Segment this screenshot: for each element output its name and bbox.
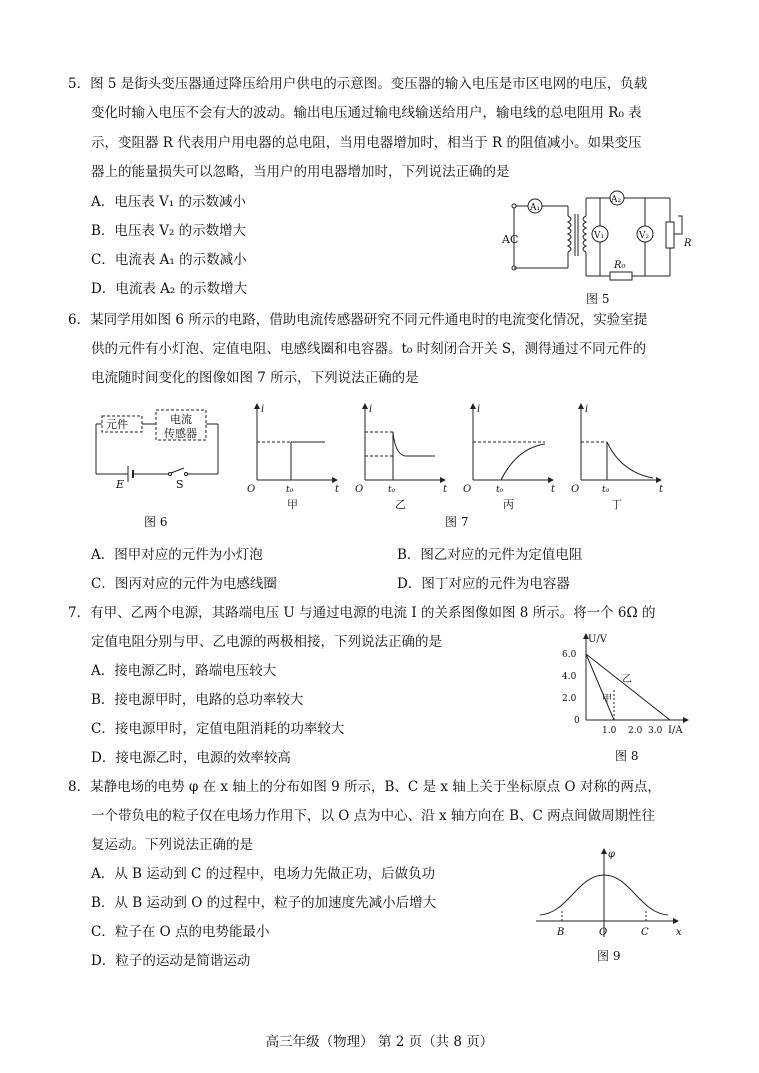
q6-option-d: D．图丁对应的元件为电容器 bbox=[397, 576, 570, 592]
figure-8-graph bbox=[556, 630, 696, 745]
figure-6-circuit bbox=[88, 402, 228, 492]
q5-line-1: 5．图 5 是街头变压器通过降压给用户供电的示意图。变压器的输入电压是市区电网的电压，负载 bbox=[68, 76, 648, 92]
graph-jia-o: O bbox=[247, 484, 256, 495]
graph-ding-t0: t₀ bbox=[602, 485, 610, 495]
q8-line-3: 复运动。下列说法正确的是 bbox=[91, 837, 253, 853]
fig5-r-label: R bbox=[684, 238, 692, 249]
fig8-xtick-3: 3.0 bbox=[648, 726, 663, 736]
graph-jia bbox=[247, 404, 340, 511]
q8-option-b: B．从 B 运动到 O 的过程中，粒子的加速度先减小后增大 bbox=[91, 895, 437, 911]
q7-option-c: C．接电源甲时，定值电阻消耗的功率较大 bbox=[91, 721, 345, 737]
graph-ding-name: 丁 bbox=[611, 498, 622, 511]
fig5-a1-label: A₁ bbox=[530, 203, 541, 213]
graph-yi bbox=[355, 404, 448, 511]
q5-option-a: A．电压表 V₁ 的示数减小 bbox=[91, 194, 246, 210]
q8-option-a: A．从 B 运动到 C 的过程中，电场力先做正功，后做负功 bbox=[91, 866, 436, 882]
graph-ding-i: i bbox=[585, 404, 589, 415]
fig6-sensor-label-1: 电流 bbox=[170, 413, 192, 426]
fig8-ylabel: U/V bbox=[588, 634, 608, 645]
line-yi bbox=[586, 654, 670, 720]
q7-option-d: D．接电源乙时，电源的效率较高 bbox=[91, 750, 291, 766]
graph-jia-t0: t₀ bbox=[286, 485, 294, 495]
fig8-yi-label: 乙 bbox=[622, 674, 632, 685]
fig8-ytick-4: 4.0 bbox=[562, 672, 577, 682]
q5-line-4: 器上的能量损失可以忽略，当用户的用电器增加时，下列说法正确的是 bbox=[91, 164, 510, 180]
fig6-e-label: E bbox=[116, 478, 125, 491]
fig5-v1-label: V₁ bbox=[594, 231, 605, 241]
page-footer: 高三年级（物理） 第 2 页（共 8 页） bbox=[265, 1034, 494, 1050]
fig8-ytick-0: 0 bbox=[574, 716, 580, 726]
q6-option-b: B．图乙对应的元件为定值电阻 bbox=[397, 547, 583, 563]
q6-line-2: 供的元件有小灯泡、定值电阻、电感线圈和电容器。t₀ 时刻闭合开关 S，测得通过不同元件的 bbox=[91, 341, 647, 357]
figure-7-caption: 图 7 bbox=[445, 515, 469, 529]
q7-line-1: 7．有甲、乙两个电源，其路端电压 U 与通过电源的电流 I 的关系图像如图 8 所示。将一个 6Ω 的 bbox=[68, 605, 656, 621]
graph-yi-o: O bbox=[355, 484, 364, 495]
fig6-s-label: S bbox=[176, 478, 184, 491]
fig8-ytick-2: 2.0 bbox=[562, 694, 577, 704]
q5-line-2: 变化时输入电压不会有大的波动。输出电压通过输电线输送给用户，输电线的总电阻用 R₀ 表 bbox=[91, 105, 642, 121]
q8-option-d: D．粒子的运动是简谐运动 bbox=[91, 953, 251, 969]
graph-bing bbox=[463, 404, 556, 511]
q5-option-b: B．电压表 V₂ 的示数增大 bbox=[91, 223, 247, 239]
graph-yi-i: i bbox=[369, 404, 373, 415]
figure-8-caption: 图 8 bbox=[615, 749, 639, 763]
graph-yi-t: t bbox=[443, 484, 448, 495]
fig5-ac-label: AC bbox=[502, 233, 519, 246]
fig8-xtick-1: 1.0 bbox=[602, 726, 617, 736]
q6-line-1: 6．某同学用如图 6 所示的电路，借助电流传感器研究不同元件通电时的电流变化情况，实验室提 bbox=[68, 312, 648, 328]
figure-7-graphs bbox=[245, 398, 675, 523]
fig8-jia-label: 甲 bbox=[602, 694, 612, 705]
graph-bing-t0: t₀ bbox=[496, 485, 504, 495]
graph-jia-i: i bbox=[261, 404, 265, 415]
graph-ding-o: O bbox=[571, 484, 580, 495]
graph-jia-t: t bbox=[335, 484, 340, 495]
graph-ding-t: t bbox=[659, 484, 664, 495]
graph-jia-name: 甲 bbox=[287, 498, 298, 511]
q7-option-a: A．接电源乙时，路端电压较大 bbox=[91, 663, 277, 679]
q5-option-c: C．电流表 A₁ 的示数减小 bbox=[91, 252, 247, 268]
fig5-a2-label: A₂ bbox=[611, 195, 622, 205]
graph-yi-name: 乙 bbox=[395, 498, 406, 511]
q6-option-a: A．图甲对应的元件为小灯泡 bbox=[91, 547, 263, 563]
q8-line-1: 8．某静电场的电势 φ 在 x 轴上的分布如图 9 所示，B、C 是 x 轴上关于坐标原点 O 对称的两点， bbox=[68, 779, 661, 795]
figure-5-caption: 图 5 bbox=[586, 292, 610, 306]
graph-bing-o: O bbox=[463, 484, 472, 495]
q8-line-2: 一个带负电的粒子仅在电场力作用下，以 O 点为中心、沿 x 轴方向在 B、C 两点间做周期性往 bbox=[91, 808, 656, 824]
fig8-xtick-2: 2.0 bbox=[628, 726, 643, 736]
graph-bing-name: 丙 bbox=[503, 498, 514, 511]
q5-line-3: 示，变阻器 R 代表用户用电器的总电阻，当用电器增加时，相当于 R 的阻值减小。如果变压 bbox=[91, 135, 642, 151]
figure-9-caption: 图 9 bbox=[597, 949, 621, 963]
graph-yi-t0: t₀ bbox=[388, 485, 396, 495]
fig9-o-label: O bbox=[599, 927, 608, 938]
fig9-x-label: x bbox=[676, 927, 682, 938]
q8-option-c: C．粒子在 O 点的电势能最小 bbox=[91, 924, 270, 940]
fig9-c-label: C bbox=[641, 927, 649, 938]
figure-5-circuit bbox=[500, 186, 700, 306]
q7-option-b: B．接电源甲时，电路的总功率较大 bbox=[91, 692, 304, 708]
fig6-element-label: 元件 bbox=[106, 418, 128, 431]
q6-option-c: C．图丙对应的元件为电感线圈 bbox=[91, 576, 277, 592]
fig8-xlabel: I/A bbox=[668, 725, 683, 736]
q5-option-d: D．电流表 A₂ 的示数增大 bbox=[91, 281, 248, 297]
q6-line-3: 电流随时间变化的图像如图 7 所示，下列说法正确的是 bbox=[91, 370, 419, 386]
fig9-phi-label: φ bbox=[608, 849, 616, 860]
fig5-r0-label: R₀ bbox=[614, 260, 626, 271]
fig5-v2-label: V₂ bbox=[639, 231, 650, 241]
q7-line-2: 定值电阻分别与甲、乙电源的两极相接，下列说法正确的是 bbox=[91, 634, 442, 650]
graph-ding bbox=[571, 404, 664, 511]
graph-bing-t: t bbox=[551, 484, 556, 495]
fig9-b-label: B bbox=[557, 927, 565, 938]
figure-6-caption: 图 6 bbox=[144, 515, 168, 529]
fig8-ytick-6: 6.0 bbox=[562, 650, 577, 660]
graph-bing-i: i bbox=[477, 404, 481, 415]
line-jia bbox=[586, 654, 614, 720]
fig6-sensor-label-2: 传感器 bbox=[164, 427, 197, 440]
figure-9-graph bbox=[528, 845, 688, 945]
